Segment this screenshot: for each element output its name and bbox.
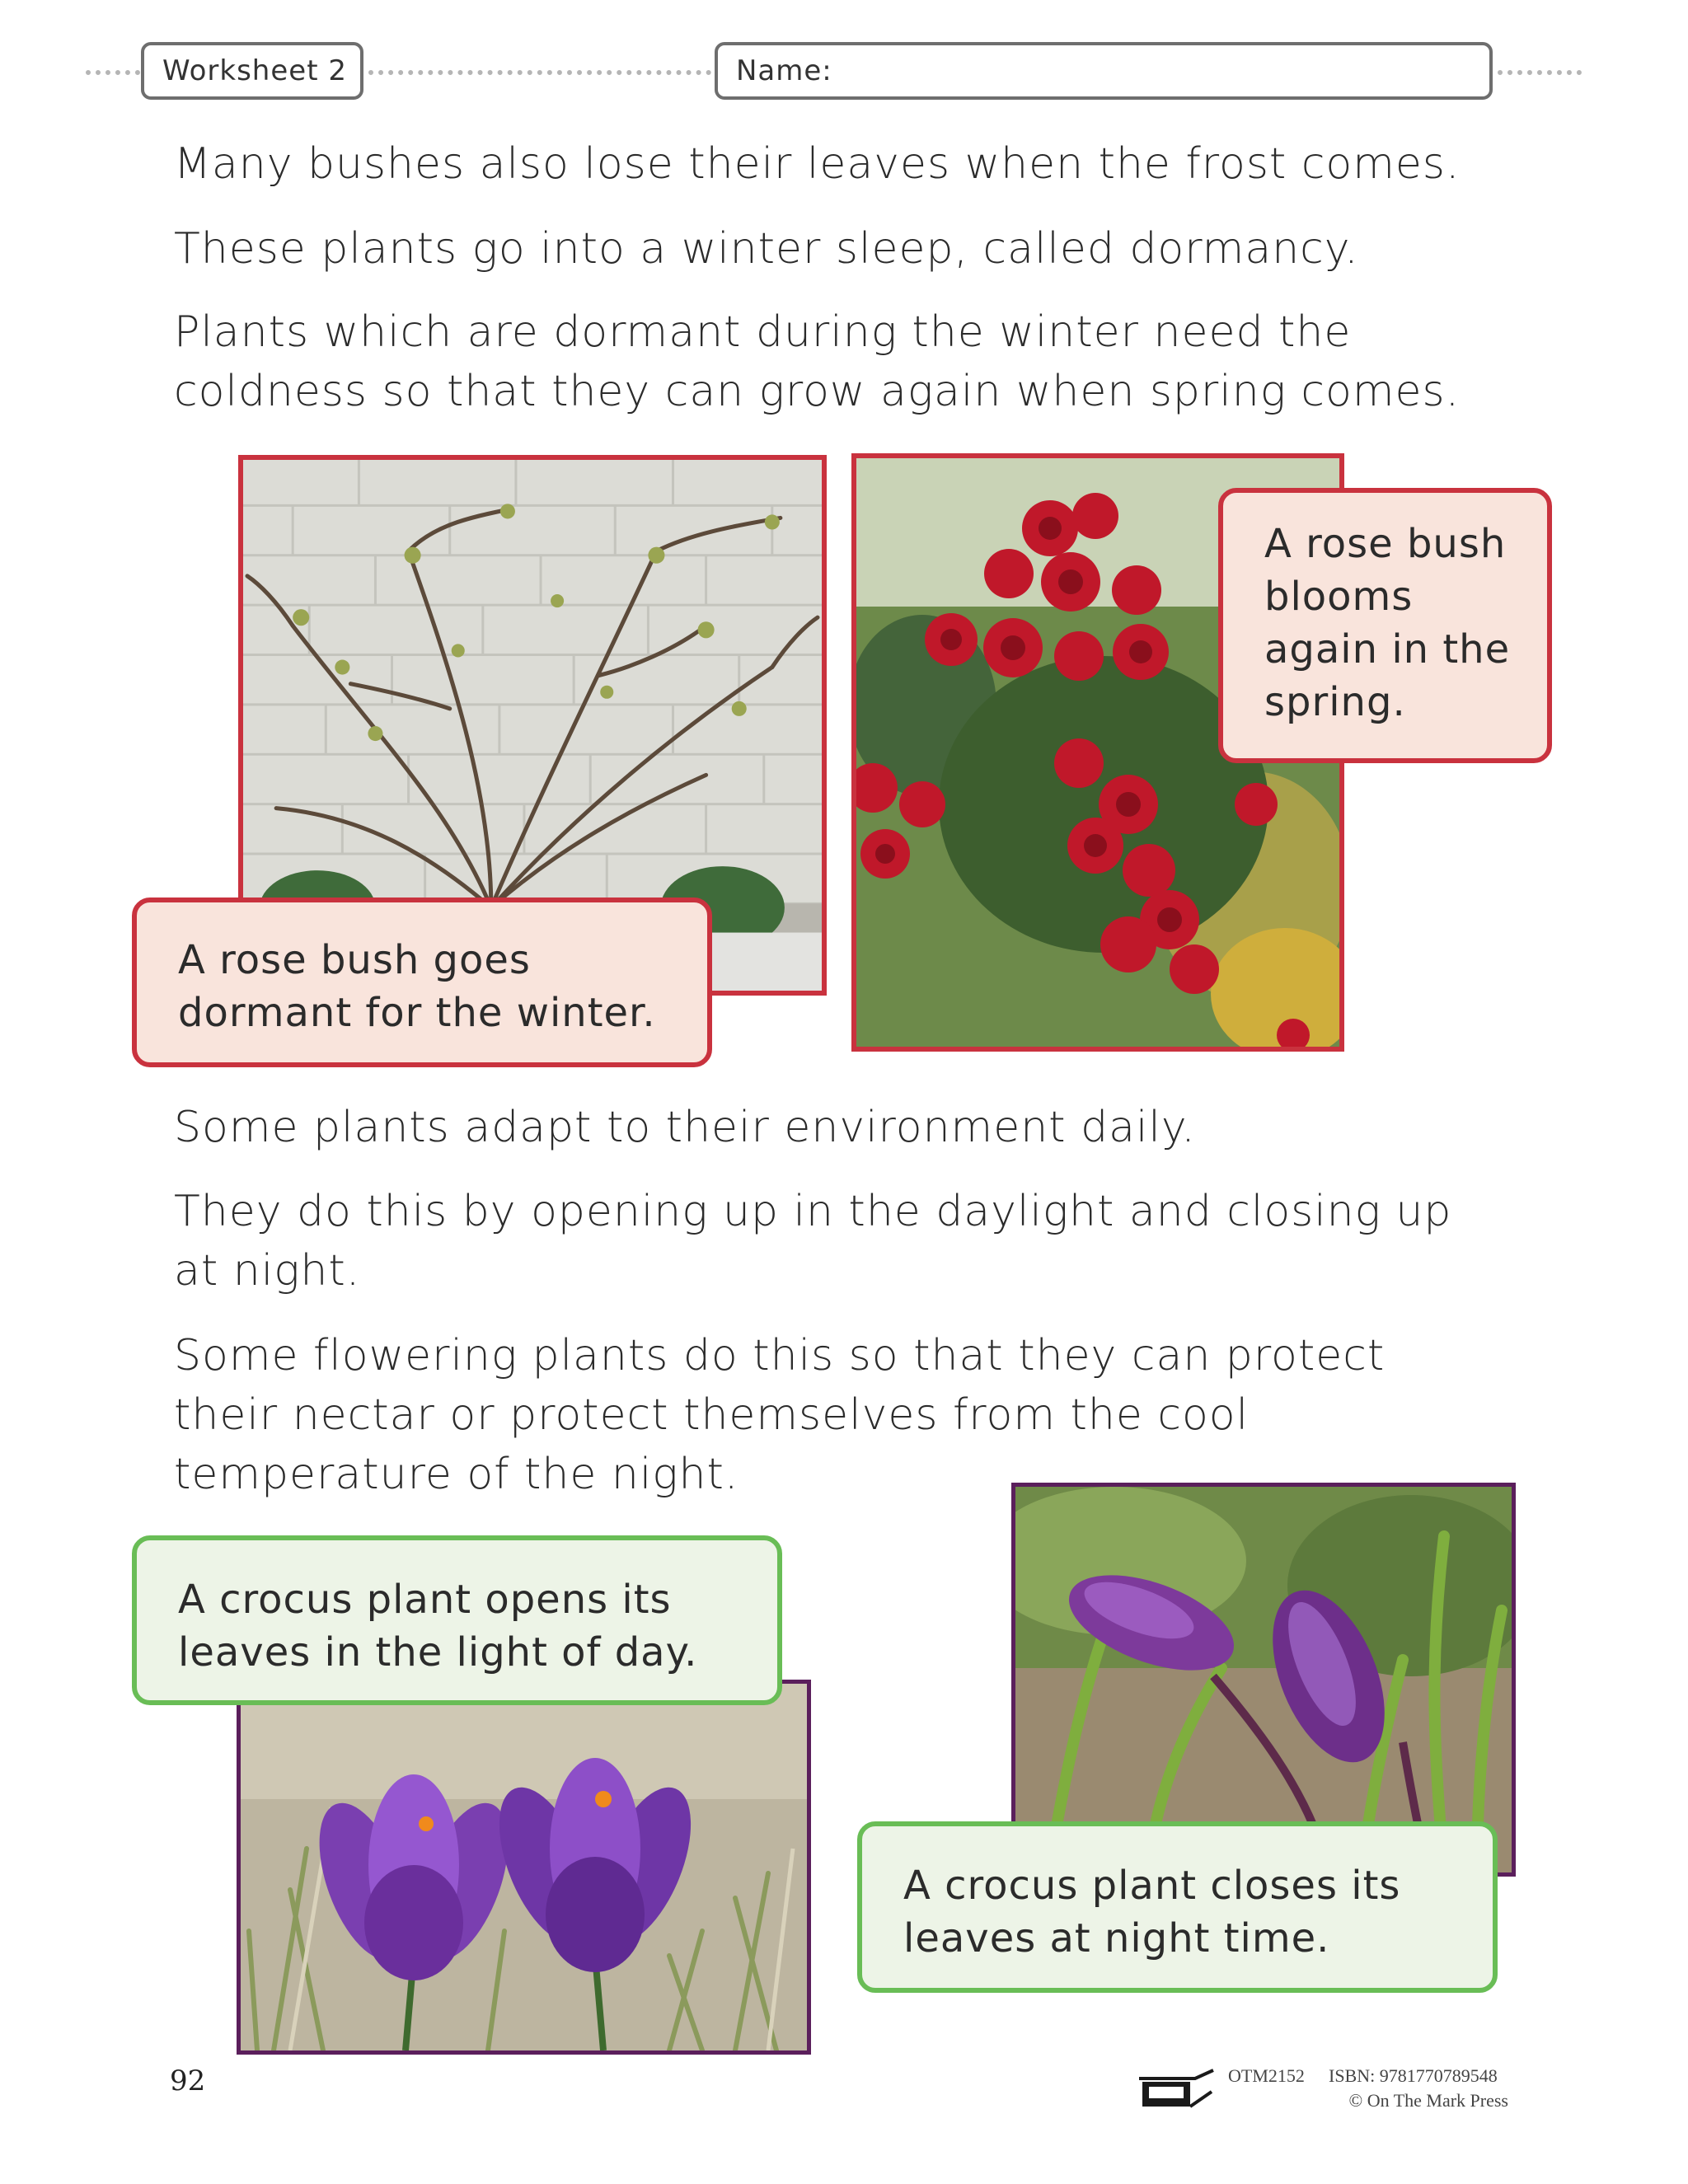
isbn: ISBN: 9781770789548	[1329, 2065, 1498, 2086]
paragraph-bushes-frost: Many bushes also lose their leaves when the frost comes.	[174, 139, 1461, 189]
paragraph-dormant-coldness: Plants which are dormant during the winter need the coldness so that they can grow again when spring comes.	[174, 307, 1461, 416]
worksheet-label: Worksheet 2	[162, 54, 347, 87]
paragraph-protect-nectar: Some flowering plants do this so that they can protect their nectar or protect themselves from the cool temperature of the night.	[174, 1331, 1386, 1499]
publisher-logo	[1137, 2069, 1216, 2110]
callout-crocus-opens-text: A crocus plant opens its leaves in the light of day.	[178, 1577, 698, 1675]
paragraph-adapt-daily: Some plants adapt to their environment daily.	[174, 1103, 1196, 1152]
open-crocus-photo	[237, 1680, 811, 2055]
callout-rose-dormant	[132, 898, 712, 1067]
paragraph-opening-closing: They do this by opening up in the daylight and closing up at night.	[174, 1187, 1452, 1296]
callout-crocus-opens	[132, 1535, 782, 1705]
callout-rose-blooms-text: A rose bush blooms again in the spring.	[1264, 521, 1511, 725]
callout-rose-blooms	[1218, 488, 1552, 763]
callout-crocus-closes-text: A crocus plant closes its leaves at night time.	[903, 1863, 1401, 1961]
paragraph-dormancy: These plants go into a winter sleep, called dormancy.	[174, 224, 1359, 274]
header-dotted-rule-middle	[368, 70, 711, 75]
product-code: OTM2152	[1228, 2065, 1305, 2086]
callout-crocus-closes	[857, 1821, 1498, 1993]
header-dotted-rule-left	[86, 70, 140, 75]
closed-crocus-photo	[1011, 1483, 1516, 1877]
name-field[interactable]	[715, 42, 1493, 100]
copyright: © On The Mark Press	[1348, 2090, 1508, 2111]
name-field-label: Name:	[736, 54, 832, 87]
header-dotted-rule-right	[1498, 70, 1582, 75]
callout-rose-dormant-text: A rose bush goes dormant for the winter.	[178, 937, 656, 1036]
page-number: 92	[170, 2064, 206, 2097]
worksheet-label-box	[141, 42, 363, 100]
